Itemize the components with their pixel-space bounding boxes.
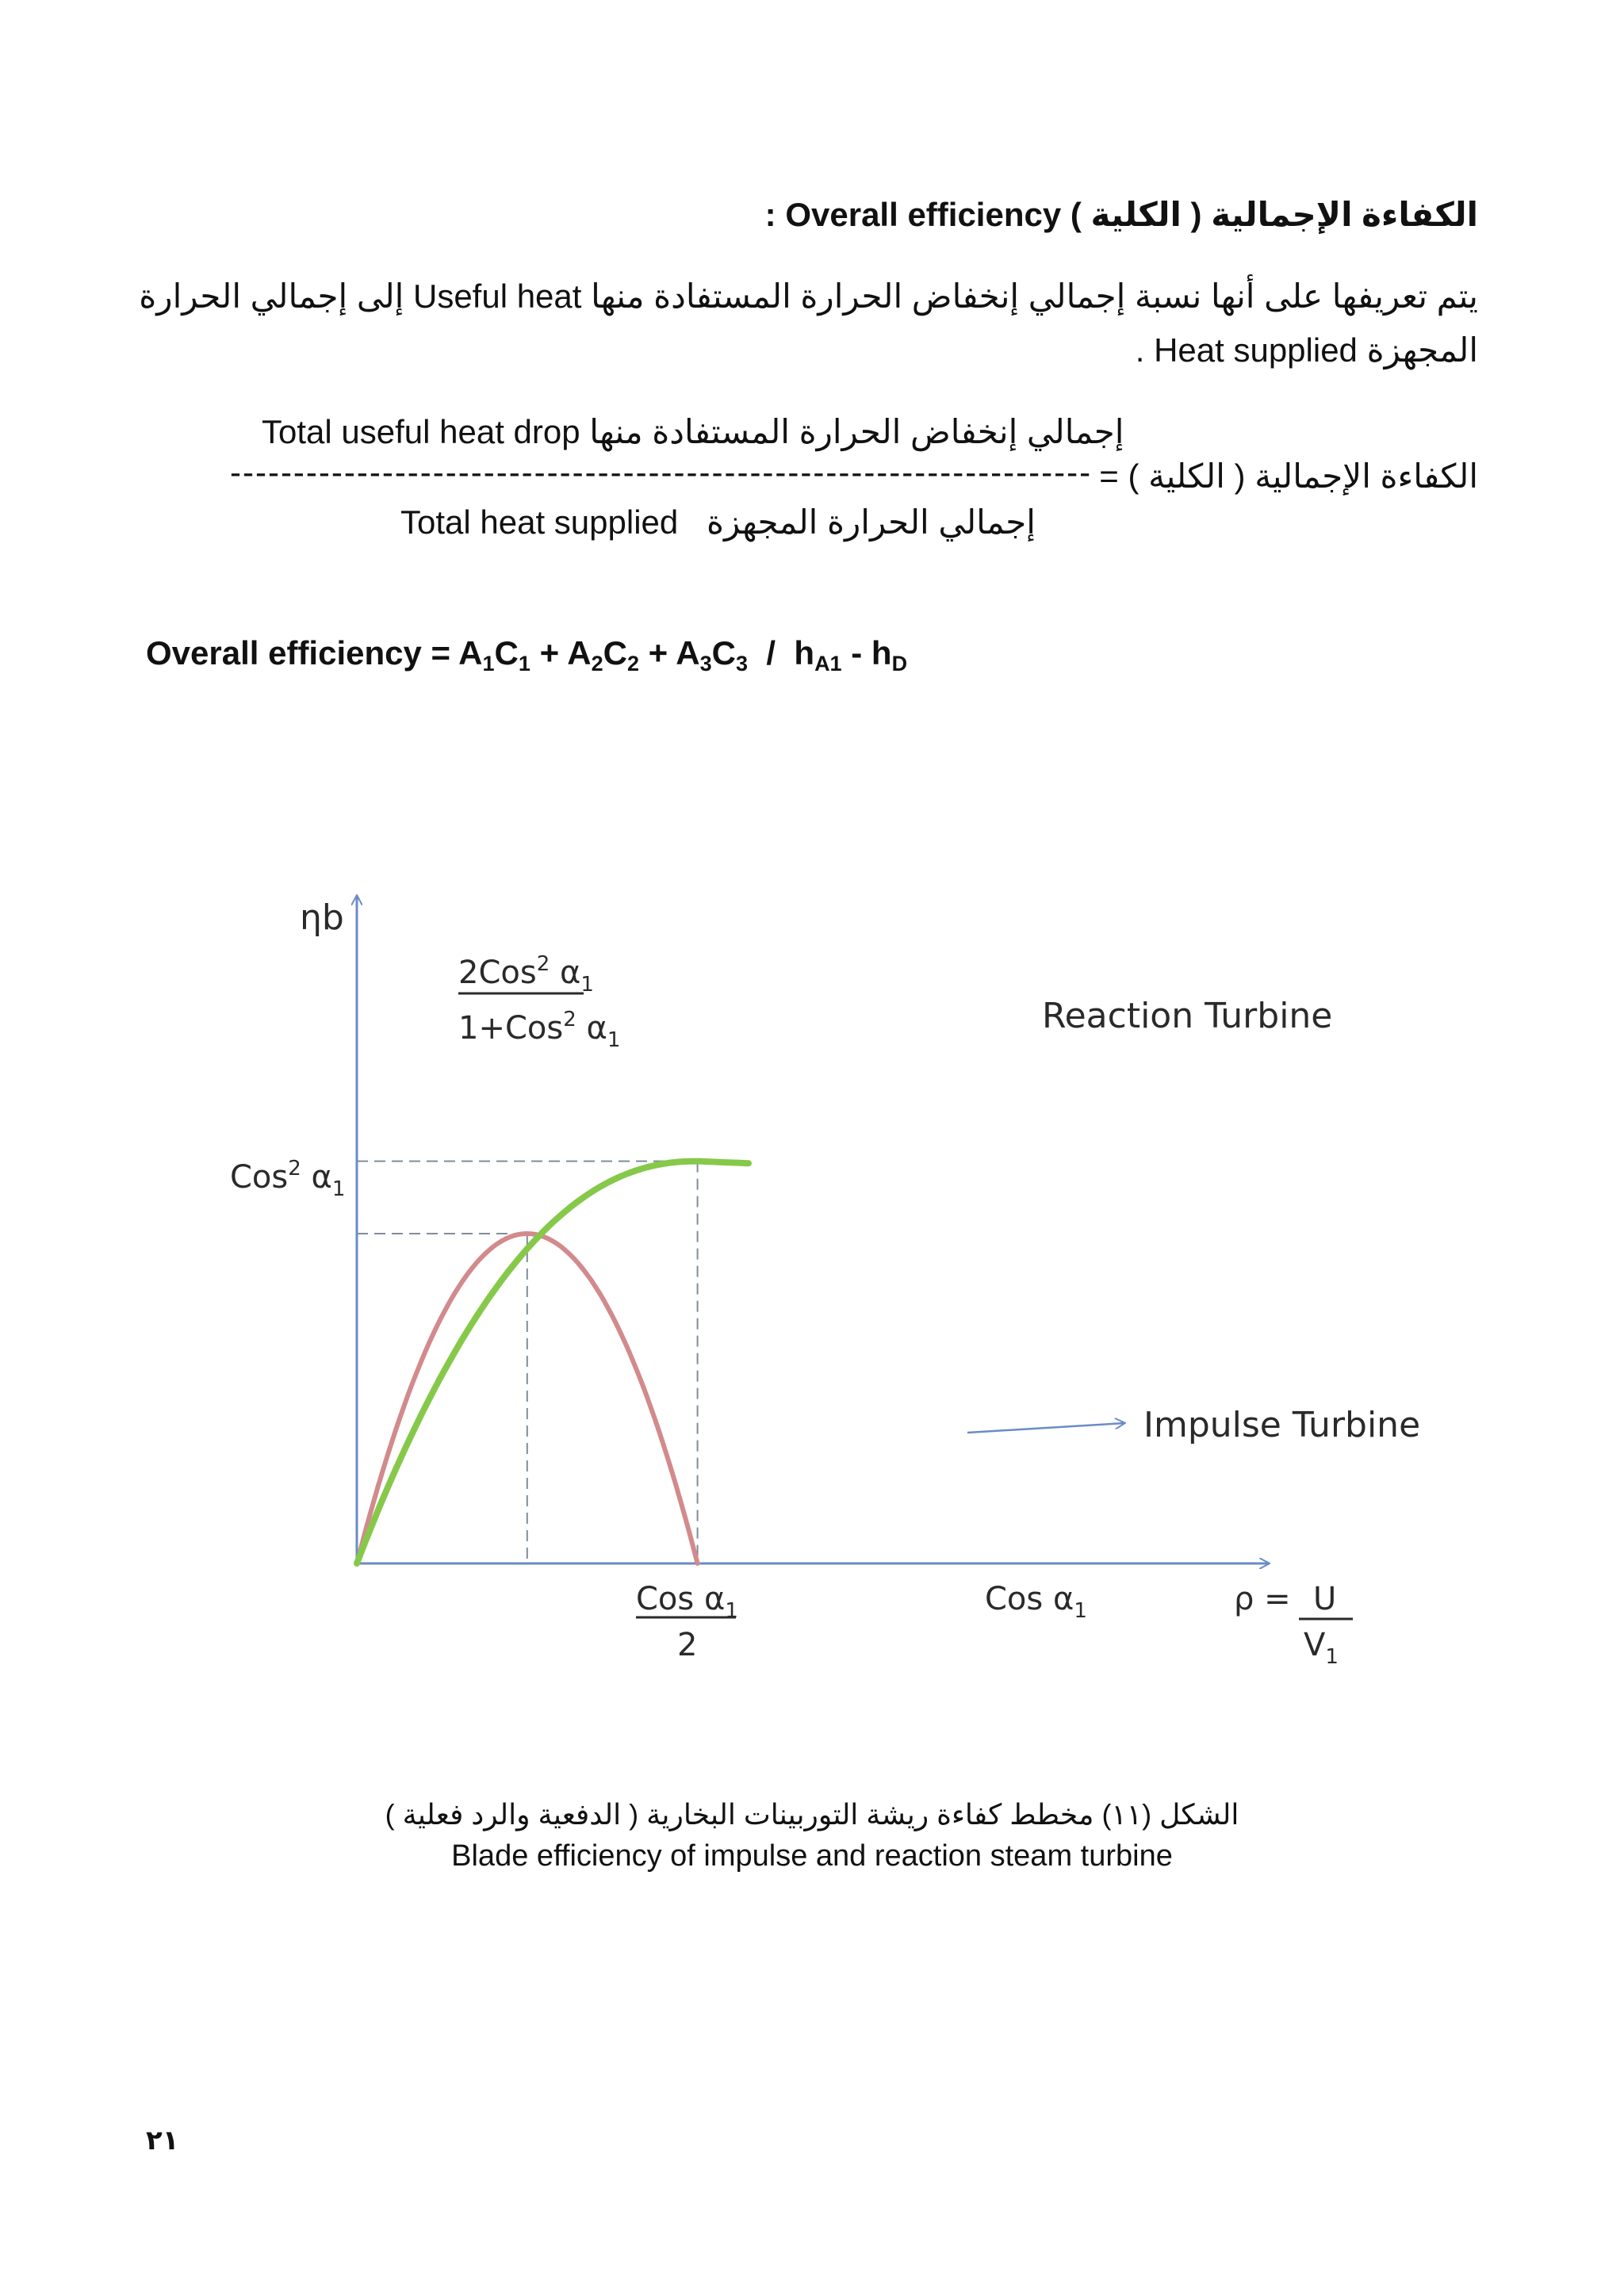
reaction-turbine-label: Reaction Turbine	[1042, 996, 1333, 1036]
definition-paragraph: يتم تعريفها على أنها نسبة إجمالي إنخفاض الحرارة المستفادة منها Useful heat إلى إجمالي الحرارة المجهزة Heat supplied .	[139, 277, 1478, 369]
denominator-english: Total heat supplied	[400, 503, 679, 541]
formula-h: h	[794, 634, 815, 672]
impulse-pointer-arrow	[967, 1423, 1124, 1433]
formula-minus: -	[841, 634, 871, 672]
formula-plus: +	[530, 634, 568, 672]
formula-sub: A1	[814, 652, 842, 675]
overall-efficiency-formula	[146, 634, 907, 676]
fraction-denominator	[400, 503, 1036, 541]
heading-english: Overall efficiency	[785, 196, 1062, 233]
x-label-rho: ρ =	[1234, 1581, 1291, 1617]
x-tick-num: Cos $\alpha_1$	[636, 1581, 738, 1623]
formula-a2: A	[567, 634, 592, 672]
formula-sub: 3	[699, 652, 712, 675]
formula-a3: A	[676, 634, 700, 672]
formula-sub: 1	[518, 652, 530, 675]
formula-sub: 1	[482, 652, 495, 675]
formula-c3: C	[711, 634, 737, 672]
formula-slash: /	[748, 634, 795, 672]
x-tick-den: 2	[677, 1627, 698, 1663]
x-label-num: U	[1313, 1581, 1337, 1617]
reaction-turbine-curve	[357, 1161, 749, 1563]
x-tick-cos: Cos $\alpha_1$	[985, 1581, 1087, 1623]
blade-efficiency-chart	[206, 880, 1443, 1705]
denominator-arabic: إجمالي الحرارة المجهزة	[706, 503, 1036, 541]
fraction-bar: --------------------------------------------------------------------	[230, 453, 1093, 491]
numerator-english: Total useful heat drop	[262, 413, 580, 450]
guide-lines	[357, 1161, 698, 1563]
numerator-arabic: إجمالي إنخفاض الحرارة المستفادة منها	[589, 413, 1124, 450]
page-number: ٢١	[146, 2126, 179, 2156]
formula-c2: C	[603, 634, 627, 672]
heading-arabic: الكفاءة الإجمالية ( الكلية )	[1070, 196, 1478, 233]
y-tick-reaction-max	[458, 952, 620, 1052]
x-axis-label	[1234, 1581, 1353, 1669]
formula-a1: A	[458, 634, 483, 672]
fraction-numerator	[262, 412, 1147, 451]
formula-sub: 3	[736, 652, 749, 675]
heading-colon: :	[764, 196, 776, 233]
impulse-turbine-label: Impulse Turbine	[1143, 1405, 1421, 1445]
section-heading	[765, 195, 1478, 234]
y-axis-label: ηb	[300, 897, 344, 938]
figure-caption-english: Blade efficiency of impulse and reaction steam turbine	[451, 1839, 1173, 1873]
formula-prefix: Overall efficiency =	[146, 634, 459, 672]
formula-h: h	[871, 634, 892, 672]
x-label-den: $V_1$	[1304, 1627, 1339, 1669]
formula-sub: D	[891, 652, 908, 675]
fraction-lhs: الكفاءة الإجمالية ( الكلية ) =	[1099, 457, 1478, 495]
y-tick-num: 2Cos$^2$ $\alpha_1$	[458, 952, 594, 997]
y-tick-den: 1+Cos$^2$ $\alpha_1$	[458, 1008, 621, 1052]
formula-c1: C	[494, 634, 519, 672]
formula-sub: 2	[626, 652, 639, 675]
formula-sub: 2	[591, 652, 603, 675]
formula-plus: +	[638, 634, 676, 672]
y-tick-impulse-max: Cos$^2$ $\alpha_1$	[230, 1157, 346, 1201]
x-tick-half-cos	[636, 1581, 738, 1663]
figure-caption-arabic: الشكل (١١) مخطط كفاءة ريشة التوربينات البخارية ( الدفعية والرد فعلية )	[385, 1798, 1239, 1831]
